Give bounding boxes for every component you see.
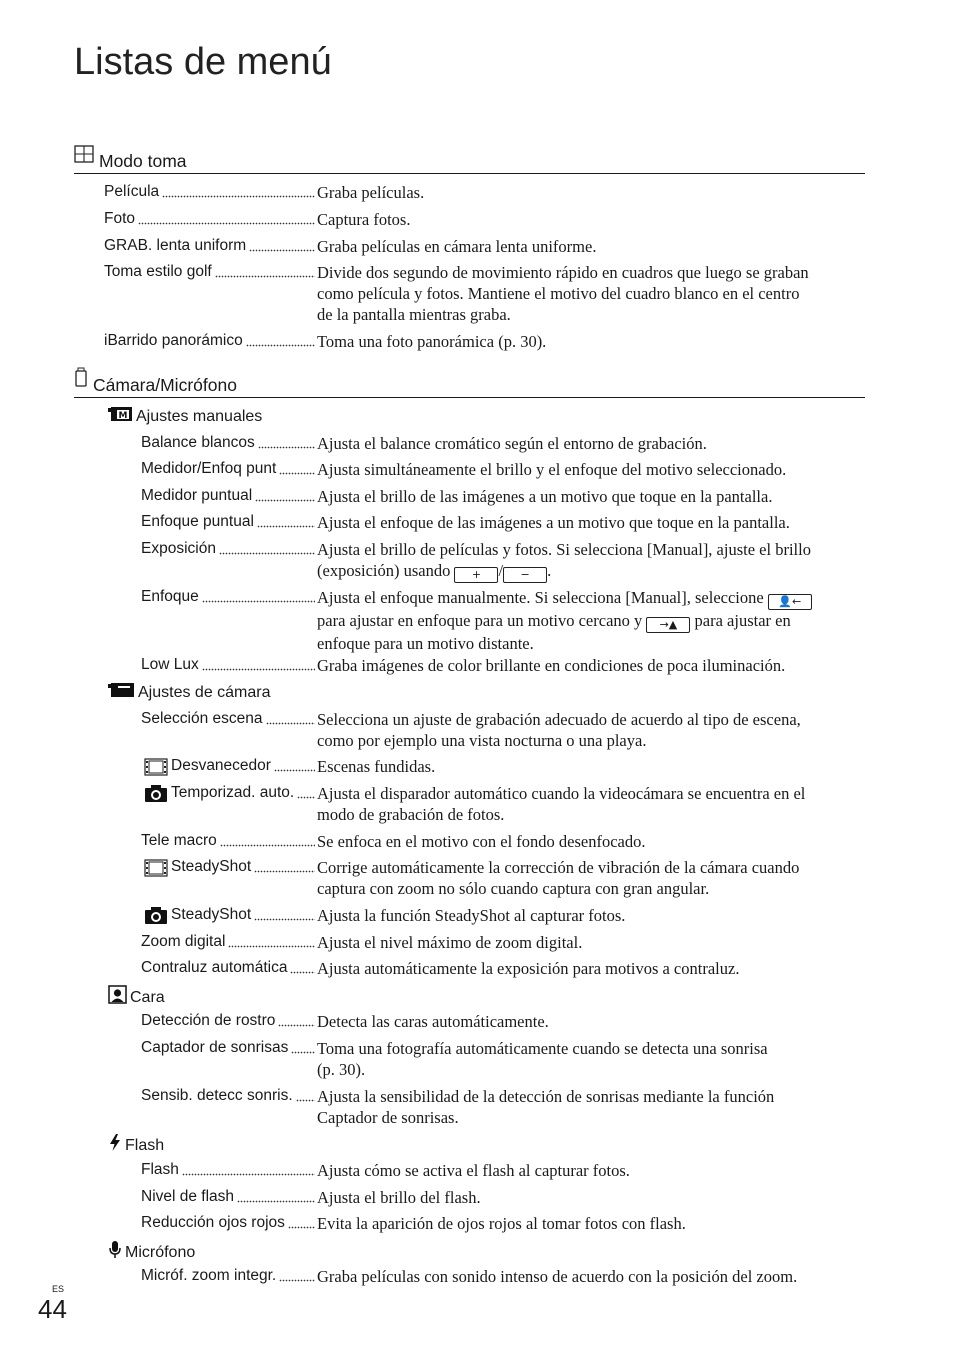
film-icon	[144, 758, 168, 776]
camera-icon	[144, 906, 168, 925]
item-description: Ajusta el brillo de las imágenes a un motivo que toque en la pantalla.	[317, 487, 773, 506]
leader-dots	[297, 795, 315, 799]
leader-dots	[254, 869, 315, 873]
subsection-ajustes-camara	[108, 682, 271, 704]
desc-line: Toma una fotografía automáticamente cuando se detecta una sonrisa	[317, 1039, 768, 1058]
desc-line: enfoque para un motivo distante.	[317, 634, 534, 653]
subsection-label: Ajustes de cámara	[138, 684, 271, 701]
leader-dots	[237, 1199, 315, 1203]
section-camara-microfono	[74, 371, 865, 398]
camera-settings-icon	[108, 682, 135, 704]
desc-line: como por ejemplo una vista nocturna o una playa.	[317, 731, 647, 750]
page-title: Listas de menú	[74, 41, 332, 83]
item-description: Toma una foto panorámica (p. 30).	[317, 332, 547, 351]
subsection-flash	[108, 1133, 164, 1158]
face-icon	[108, 985, 127, 1010]
leader-dots	[279, 471, 315, 475]
item-description: Ajusta simultáneamente el brillo y el enfoque del motivo seleccionado.	[317, 460, 787, 479]
focus-far-icon: →▲	[646, 617, 690, 633]
desc-text: para ajustar en	[690, 611, 791, 630]
leader-dots	[296, 1098, 315, 1102]
item-term: Zoom digital	[141, 933, 226, 950]
leader-dots	[249, 248, 315, 252]
item-description	[317, 1086, 867, 1128]
item-term: Sensib. detecc sonris.	[141, 1087, 293, 1104]
desc-line: Ajusta la sensibilidad de la detección de sonrisas mediante la función	[317, 1087, 775, 1106]
leader-dots	[220, 843, 315, 847]
desc-line: Corrige automáticamente la corrección de vibración de la cámara cuando	[317, 858, 800, 877]
item-description: Ajusta el balance cromático según el entorno de grabación.	[317, 434, 707, 453]
item-description: Captura fotos.	[317, 210, 411, 229]
desc-line: como película y fotos. Mantiene el motivo del cuadro blanco en el centro	[317, 284, 800, 303]
item-term: Desvanecedor	[171, 757, 271, 774]
section-modo-toma	[74, 147, 865, 174]
camera-mic-icon	[74, 367, 88, 393]
leader-dots	[138, 221, 315, 225]
leader-dots	[246, 343, 315, 347]
item-term: SteadyShot	[171, 858, 252, 875]
item-description	[317, 1038, 867, 1080]
desc-text: (exposición) usando	[317, 561, 455, 580]
item-description: Graba películas en cámara lenta uniforme.	[317, 237, 597, 256]
item-description	[317, 709, 867, 751]
leader-dots	[279, 1278, 315, 1282]
microphone-icon	[108, 1240, 122, 1265]
item-description: Graba películas.	[317, 183, 425, 202]
focus-near-icon: 👤←	[768, 594, 812, 610]
item-term: Temporizad. auto.	[171, 784, 295, 801]
subsection-microfono	[108, 1240, 195, 1265]
leader-dots	[257, 524, 315, 528]
leader-dots	[290, 970, 315, 974]
desc-line: de la pantalla mientras graba.	[317, 305, 511, 324]
leader-dots	[278, 1023, 315, 1027]
subsection-cara	[108, 985, 165, 1010]
separator: /	[498, 561, 504, 580]
item-term: Película	[104, 183, 160, 200]
item-term: Contraluz automática	[141, 959, 288, 976]
leader-dots	[202, 599, 315, 603]
item-term: Toma estilo golf	[104, 263, 212, 280]
subsection-ajustes-manuales	[108, 406, 262, 428]
film-icon	[144, 859, 168, 877]
item-description: Evita la aparición de ojos rojos al tomar fotos con flash.	[317, 1214, 686, 1233]
item-term: Captador de sonrisas	[141, 1039, 289, 1056]
camera-manual-icon	[108, 406, 133, 428]
plus-button-icon: +	[454, 567, 498, 583]
subsection-label: Cara	[130, 988, 165, 1006]
item-term: Enfoque	[141, 588, 199, 605]
item-description: Ajusta el nivel máximo de zoom digital.	[317, 933, 583, 952]
item-term: Tele macro	[141, 832, 217, 849]
leader-dots	[202, 667, 315, 671]
desc-line: modo de grabación de fotos.	[317, 805, 505, 824]
item-description	[317, 857, 867, 899]
subsection-label: Micrófono	[125, 1243, 196, 1261]
section-title: Cámara/Micrófono	[93, 375, 237, 395]
item-description: Graba películas con sonido intenso de acuerdo con la posición del zoom.	[317, 1267, 798, 1286]
item-term: GRAB. lenta uniform	[104, 237, 247, 254]
desc-line: captura con zoom no sólo cuando captura con gran angular.	[317, 879, 710, 898]
item-term: Flash	[141, 1161, 179, 1178]
leader-dots	[182, 1172, 315, 1176]
leader-dots	[266, 721, 316, 725]
item-description	[317, 539, 867, 583]
minus-button-icon: −	[503, 567, 547, 583]
leader-dots	[215, 274, 315, 278]
item-term: Medidor puntual	[141, 487, 253, 504]
desc-text: para ajustar en enfoque para un motivo cercano y	[317, 611, 647, 630]
item-term: Foto	[104, 210, 136, 227]
leader-dots	[254, 917, 315, 921]
desc-line: Ajusta el brillo de películas y fotos. Si selecciona [Manual], ajuste el brillo	[317, 540, 811, 559]
grid-icon	[74, 145, 94, 169]
item-term: Exposición	[141, 540, 216, 557]
item-description	[317, 262, 867, 325]
leader-dots	[255, 498, 315, 502]
leader-dots	[258, 445, 315, 449]
desc-line: Ajusta el disparador automático cuando la videocámara se encuentra en el	[317, 784, 806, 803]
desc-line: Selecciona un ajuste de grabación adecuado de acuerdo al tipo de escena,	[317, 710, 801, 729]
desc-text: Ajusta el enfoque manualmente. Si selecciona [Manual], seleccione	[317, 588, 768, 607]
item-term: iBarrido panorámico	[104, 332, 243, 349]
item-term: Selección escena	[141, 710, 263, 727]
item-description: Ajusta el enfoque de las imágenes a un motivo que toque en la pantalla.	[317, 513, 790, 532]
item-description: Se enfoca en el motivo con el fondo desenfocado.	[317, 832, 646, 851]
item-description: Graba imágenes de color brillante en condiciones de poca iluminación.	[317, 656, 786, 675]
leader-dots	[228, 944, 315, 948]
item-description: Detecta las caras automáticamente.	[317, 1012, 549, 1031]
leader-dots	[219, 551, 315, 555]
subsection-label: Flash	[125, 1136, 165, 1154]
item-description: Ajusta cómo se activa el flash al capturar fotos.	[317, 1161, 630, 1180]
item-term: Micróf. zoom integr.	[141, 1267, 277, 1284]
item-term: Enfoque puntual	[141, 513, 254, 530]
subsection-label: Ajustes manuales	[136, 408, 263, 425]
item-description: Ajusta automáticamente la exposición para motivos a contraluz.	[317, 959, 740, 978]
item-description	[317, 783, 867, 825]
desc-line: (p. 30).	[317, 1060, 366, 1079]
leader-dots	[274, 768, 315, 772]
item-description: Escenas fundidas.	[317, 757, 436, 776]
item-term: SteadyShot	[171, 906, 252, 923]
item-term: Balance blancos	[141, 434, 255, 451]
item-term: Nivel de flash	[141, 1188, 235, 1205]
item-term: Detección de rostro	[141, 1012, 276, 1029]
item-description: Ajusta la función SteadyShot al capturar fotos.	[317, 906, 626, 925]
camera-icon	[144, 784, 168, 803]
leader-dots	[288, 1225, 315, 1229]
desc-line: Captador de sonrisas.	[317, 1108, 459, 1127]
desc-line: Divide dos segundo de movimiento rápido en cuadros que luego se graban	[317, 263, 809, 282]
leader-dots	[291, 1050, 315, 1054]
language-tag: ES	[52, 1284, 65, 1294]
section-title: Modo toma	[99, 151, 187, 171]
item-term: Medidor/Enfoq punt	[141, 460, 277, 477]
svg-text:M: M	[118, 411, 128, 421]
item-description	[317, 587, 867, 654]
leader-dots	[162, 194, 315, 198]
flash-icon	[108, 1133, 122, 1158]
item-term: Reducción ojos rojos	[141, 1214, 285, 1231]
item-term: Low Lux	[141, 656, 199, 673]
page-number: 44	[38, 1294, 67, 1324]
desc-text: .	[547, 561, 552, 580]
item-description: Ajusta el brillo del flash.	[317, 1188, 481, 1207]
